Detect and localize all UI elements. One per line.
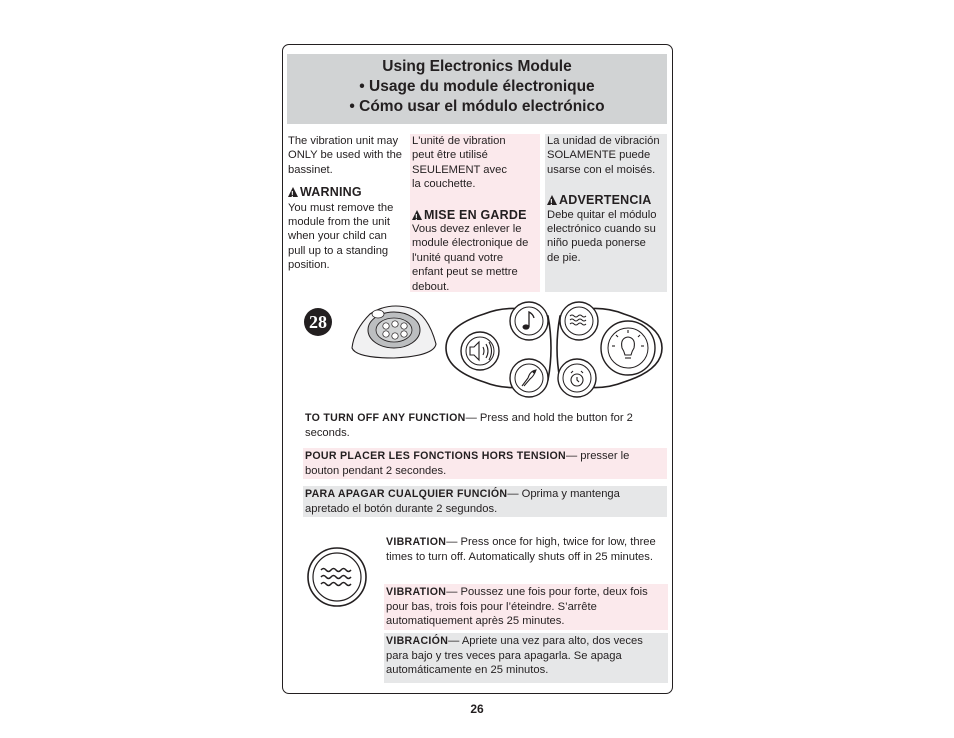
warning-text-spanish: Debe quitar el módulo electrónico cuando su niño pueda ponerse de pie. (547, 208, 657, 264)
turn-off-spanish (303, 486, 667, 517)
vibration-english-key: VIBRATION (386, 536, 447, 548)
turn-off-english (303, 410, 667, 441)
column-spanish (545, 134, 667, 292)
speaker-button[interactable] (461, 332, 499, 370)
vibration-spanish-text: — Apriete una vez para alto, dos veces para bajo y tres veces para apagarla. Se apaga automáticamente en 25 minutos. (386, 635, 643, 677)
warning-heading-english (288, 185, 406, 199)
light-button[interactable] (601, 321, 655, 375)
timer-button[interactable] (558, 359, 596, 397)
warning-heading-french (410, 208, 540, 222)
bird-button[interactable] (510, 359, 548, 397)
warning-icon (288, 187, 298, 197)
turn-off-spanish-key: PARA APAGAR CUALQUIER FUNCIÓN (305, 488, 508, 500)
turn-off-spanish-text: — Oprima y mantenga apretado el botón durante 2 segundos. (305, 488, 620, 515)
warning-text-english: You must remove the module from the unit when your child can pull up to a standing position. (288, 201, 394, 272)
electronics-module-illustration (348, 300, 440, 362)
vibration-button[interactable] (560, 302, 598, 340)
turn-off-english-key: TO TURN OFF ANY FUNCTION (305, 412, 466, 424)
title-spanish: • Cómo usar el módulo electrónico (349, 98, 605, 115)
title-french: • Usage du module électronique (359, 78, 595, 95)
vibration-english-text: — Press once for high, twice for low, three times to turn off. Automatically shuts off in 25 minutes. (386, 536, 656, 563)
button-panel-illustration (444, 298, 664, 398)
turn-off-french-text: — presser le bouton pendant 2 secondes. (305, 450, 630, 477)
music-note-button[interactable] (510, 302, 548, 340)
intro-spanish: La unidad de vibración SOLAMENTE puede usarse con el moisés. (547, 135, 660, 176)
warning-heading-label: MISE EN GARDE (424, 207, 527, 222)
vibration-french-key: VIBRATION (386, 586, 447, 598)
intro-french: L'unité de vibration peut être utilisé SEULEMENT avec la couchette. (412, 135, 507, 191)
warning-heading-label: WARNING (300, 185, 362, 200)
warning-heading-spanish (545, 193, 667, 207)
page-number: 26 (470, 702, 484, 716)
step-number-badge: 28 (304, 308, 332, 336)
turn-off-french-key: POUR PLACER LES FONCTIONS HORS TENSION (305, 450, 566, 462)
column-english (288, 134, 406, 273)
vibration-english (384, 534, 668, 565)
warning-heading-label: ADVERTENCIA (559, 193, 652, 208)
warning-icon (412, 210, 422, 220)
title-english: Using Electronics Module (382, 58, 572, 75)
intro-english: The vibration unit may ONLY be used with the bassinet. (288, 135, 403, 176)
turn-off-french (303, 448, 667, 479)
warning-icon (547, 195, 557, 205)
vibration-icon (305, 545, 369, 609)
vibration-french (384, 584, 668, 630)
vibration-spanish (384, 633, 668, 683)
warning-text-french: Vous devez enlever le module électronique de l'unité quand votre enfant peut se mettre debout. (412, 223, 529, 293)
vibration-french-text: — Poussez une fois pour forte, deux fois pour bas, trois fois pour l’éteindre. S’arrête automatiquement après 25 minutes. (386, 586, 648, 628)
vibration-spanish-key: VIBRACIÓN (386, 635, 449, 647)
turn-off-english-text: — Press and hold the button for 2 seconds. (305, 412, 633, 439)
column-french (410, 134, 540, 292)
